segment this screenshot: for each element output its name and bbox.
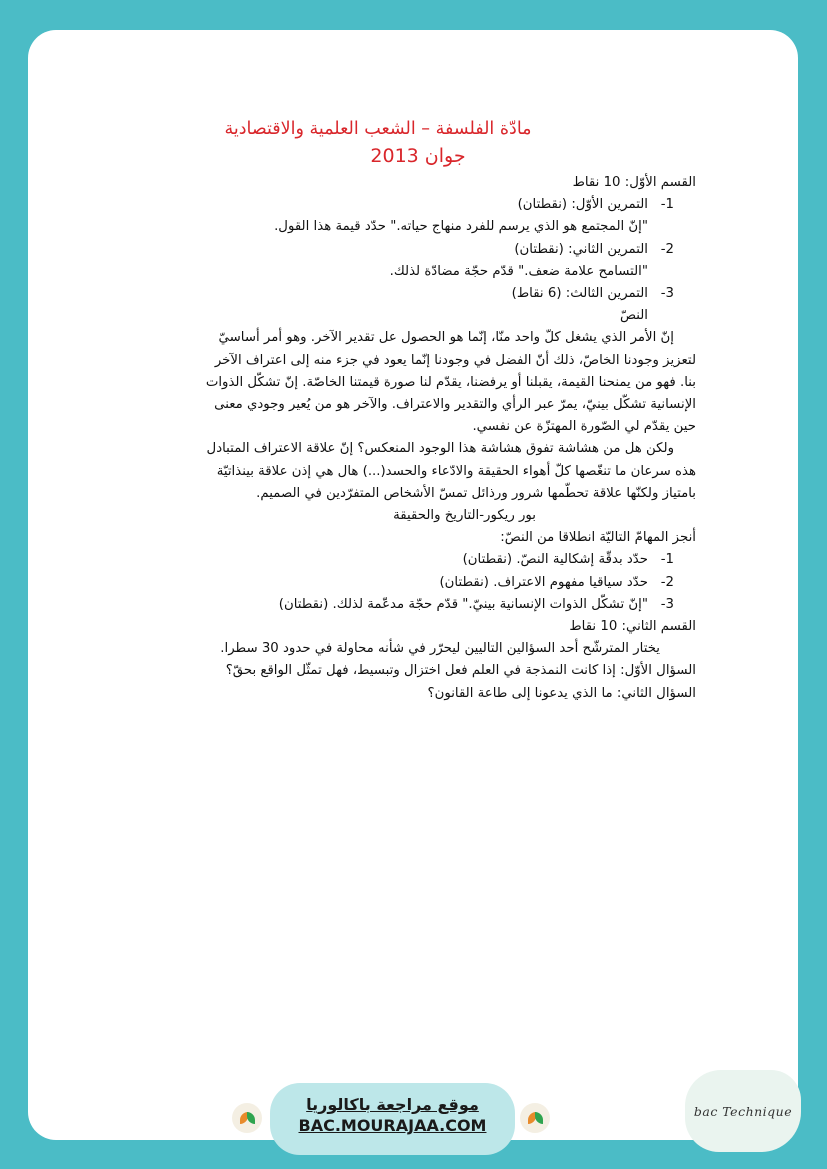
text-label: النصّ [619, 308, 648, 324]
task-2-text: حدّد سياقيا مفهوم الاعتراف. (نقطتان) [439, 574, 648, 590]
para1-line-3: بنا. فهو من يمنحنا القيمة، يقبلنا أو يرفضنا، يقدّم لنا صورة قيمتنا الخاصّة. إنّ تشكّل الذوات [205, 374, 696, 390]
exam-content [100, 116, 696, 705]
exam-date: جوان 2013 [370, 145, 466, 167]
para1-line-1: إنّ الأمر الذي يشغل كلّ واحد منّا، إنّما هو الحصول عل تقدير الآخر. وهو أمر أساسيّ [218, 330, 674, 346]
exercise-2-text: "التسامح علامة ضعف." قدّم حجّة مضادّة لذلك. [389, 263, 648, 279]
task-3-text: "إنّ تشكّل الذوات الإنسانية بينيّ." قدّم حجّة مدعّمة لذلك. (نقطتان) [278, 596, 648, 612]
exercise-3-num: 3- [660, 286, 674, 302]
exercise-1-text: "إنّ المجتمع هو الذي يرسم للفرد منهاج حياته." حدّد قيمة هذا القول. [274, 219, 648, 235]
site-banner[interactable] [270, 1083, 515, 1155]
exercise-1-title: التمرين الأوّل: (نقطتان) [517, 197, 648, 213]
para1-line-2: لتعزيز وجودنا الخاصّ، ذلك أنّ الفضل في وجودنا إنّما يعود في جزء منه إلى اعتراف الآخر [214, 352, 696, 368]
question-1: السؤال الأوّل: إذا كانت النمذجة في العلم فعل اختزال وتبسيط، فهل تمثّل الواقع بحقّ؟ [225, 663, 696, 679]
text-source: بور ريكور-التاريخ والحقيقة [393, 508, 536, 524]
para1-line-5: حين يقدّم لي الصّورة المهتزّة عن نفسي. [472, 419, 696, 435]
task-2-num: 2- [660, 574, 674, 590]
para2-line-1: ولكن هل من هشاشة تفوق هشاشة هذا الوجود المنعكس؟ إنّ علاقة الاعتراف المتبادل [206, 441, 674, 457]
exercise-3-title: التمرين الثالث: (6 نقاط) [511, 286, 648, 302]
task-1 [100, 549, 696, 571]
task-1-text: حدّد بدقّة إشكالية النصّ. (نقطتان) [462, 552, 648, 568]
text-paragraph-2 [100, 438, 696, 505]
part2-header: القسم الثاني: 10 نقاط [569, 619, 696, 635]
site-logo-right [520, 1103, 550, 1133]
text-paragraph-1 [100, 327, 696, 438]
exercise-2-label [100, 239, 696, 261]
site-name-link[interactable]: موقع مراجعة باكالوريا [306, 1095, 479, 1114]
para2-line [100, 438, 696, 460]
exam-title: مادّة الفلسفة – الشعب العلمية والاقتصادية [224, 119, 532, 139]
exercise-1-label [100, 194, 696, 216]
exercise-2-title: التمرين الثاني: (نقطتان) [514, 241, 648, 257]
part2-instruction: يختار المترشّح أحد السؤالين التاليين ليحرّر في شأنه محاولة في حدود 30 سطرا. [220, 641, 660, 657]
para2-line-2: هذه سرعان ما تنغّصها كلّ أهواء الحقيقة والادّعاء والحسد(...) هال هي إذن علاقة بينذاتيّة [216, 463, 696, 479]
task-1-num: 1- [660, 552, 674, 568]
para2-line-3: بامتياز ولكنّها علاقة تحطّمها شرور ورذائل تمسّ الأشخاص المتفرّدين في الصميم. [256, 485, 696, 501]
site-url-link[interactable]: BAC.MOURAJAA.COM [298, 1116, 487, 1135]
question-2: السؤال الثاني: ما الذي يدعونا إلى طاعة القانون؟ [427, 685, 696, 701]
exercise-2-num: 2- [660, 241, 674, 257]
para1-line [100, 327, 696, 349]
task-2 [100, 572, 696, 594]
task-3 [100, 594, 696, 616]
bac-technique-badge: bac Technique [685, 1070, 801, 1152]
tasks-header: أنجز المهامّ التاليّة انطلاقا من النصّ: [500, 530, 696, 546]
task-3-num: 3- [660, 596, 674, 612]
part1-header: القسم الأوّل: 10 نقاط [572, 175, 696, 190]
exercise-1-num: 1- [660, 197, 674, 213]
exercise-3-label [100, 283, 696, 305]
para1-line-4: الإنسانية تشكّل بينيّ، يمرّ عبر الرأي والتقدير والاعتراف. والآخر هو من يُعير وجودي معنى [214, 397, 696, 413]
site-logo-left [232, 1103, 262, 1133]
